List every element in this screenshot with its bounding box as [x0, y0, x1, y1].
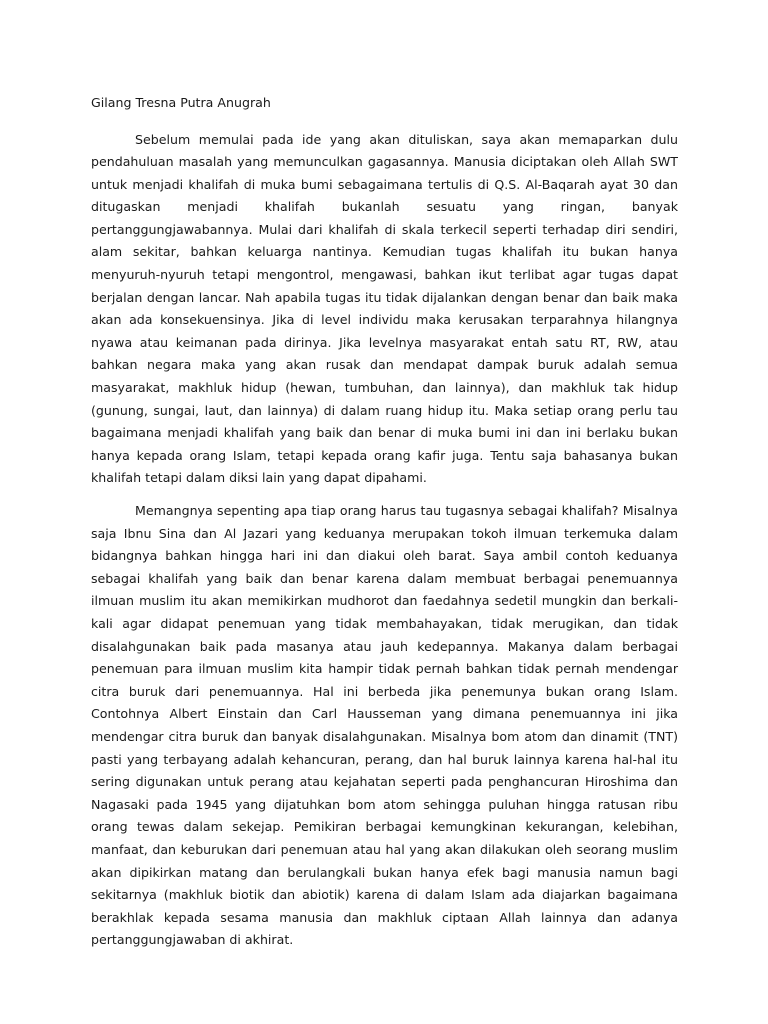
paragraph-2: Memangnya sepenting apa tiap orang harus tau tugasnya sebagai khalifah? Misalnya saja Ibnu Sina dan Al Jazari yang keduanya merupakan tokoh ilmuan terkemuka dalam bidangnya bahkan hingga hari ini dan diakui oleh barat. Saya ambil contoh keduanya sebagai khalifah yang baik dan benar karena dalam membuat berbagai penemuannya ilmuan muslim itu akan memikirkan mudhorot dan faedahnya sedetil mungkin dan berkali-kali agar didapat penemuan yang tidak membahayakan, tidak merugikan, dan tidak disalahgunakan baik pada masanya atau jauh kedepannya. Makanya dalam berbagai penemuan para ilmuan muslim kita hampir tidak pernah bahkan tidak pernah mendengar citra buruk dari penemuannya. Hal ini berbeda jika penemunya bukan orang Islam. Contohnya Albert Einstain dan Carl Hausseman yang dimana penemuannya ini jika mendengar citra buruk dan banyak disalahgunakan. Misalnya bom atom dan dinamit (TNT) pasti yang terbayang adalah kehancuran, perang, dan hal buruk lainnya karena hal-hal itu sering digunakan untuk perang atau kejahatan seperti pada penghancuran Hiroshima dan Nagasaki pada 1945 yang dijatuhkan bom atom sehingga puluhan hingga ratusan ribu orang tewas dalam sekejap. Pemikiran berbagai kemungkinan kekurangan, kelebihan, manfaat, dan keburukan dari penemuan atau hal yang akan dilakukan oleh seorang muslim akan dipikirkan matang dan berulangkali bukan hanya efek bagi manusia namun bagi sekitarnya (makhluk biotik dan abiotik) karena di dalam Islam ada diajarkan bagaimana berakhlak kepada sesama manusia dan makhluk ciptaan Allah lainnya dan adanya pertanggungjawaban di akhirat.: [91, 503, 678, 948]
paragraph-1: Sebelum memulai pada ide yang akan dituliskan, saya akan memaparkan dulu pendahuluan masalah yang memunculkan gagasannya. Manusia diciptakan oleh Allah SWT untuk menjadi khalifah di muka bumi sebagaimana tertulis di Q.S. Al-Baqarah ayat 30 dan ditugaskan menjadi khalifah bukanlah sesuatu yang ringan, banyak pertanggungjawabannya. Mulai dari khalifah di skala terkecil seperti terhadap diri sendiri, alam sekitar, bahkan keluarga nantinya. Kemudian tugas khalifah itu bukan hanya menyuruh-nyuruh tetapi mengontrol, mengawasi, bahkan ikut terlibat agar tugas dapat berjalan dengan lancar. Nah apabila tugas itu tidak dijalankan dengan benar dan baik maka akan ada konsekuensinya. Jika di level individu maka kerusakan terparahnya hilangnya nyawa atau keimanan pada dirinya. Jika levelnya masyarakat entah satu RT, RW, atau bahkan negara maka yang akan rusak dan mendapat dampak buruk adalah semua masyarakat, makhluk hidup (hewan, tumbuhan, dan lainnya), dan makhluk tak hidup (gunung, sungai, laut, dan lainnya) di dalam ruang hidup itu. Maka setiap orang perlu tau bagaimana menjadi khalifah yang baik dan benar di muka bumi ini dan ini berlaku bukan hanya kepada orang Islam, tetapi kepada orang kafir juga. Tentu saja bahasanya bukan khalifah tetapi dalam diksi lain yang dapat dipahami.: [91, 131, 678, 486]
author-name: Gilang Tresna Putra Anugrah: [91, 95, 271, 110]
document-body: [91, 92, 678, 962]
